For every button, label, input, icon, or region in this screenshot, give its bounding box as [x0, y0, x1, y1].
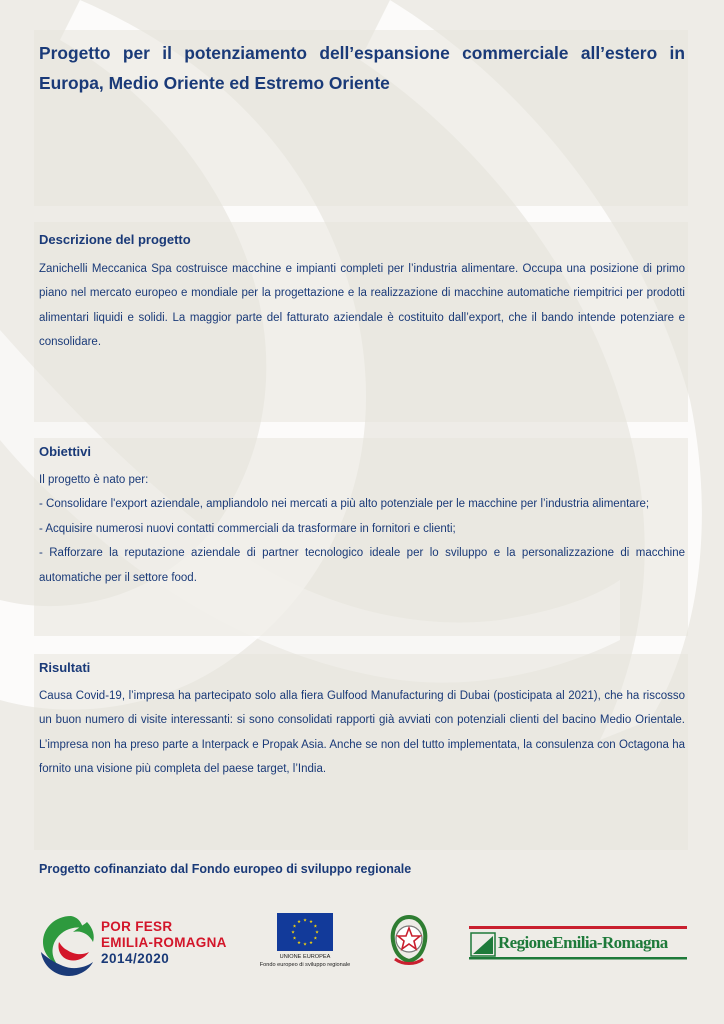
eu-fund-name: Fondo europeo di sviluppo regionale — [259, 962, 351, 968]
italian-republic-emblem — [387, 913, 431, 967]
por-years: 2014/2020 — [101, 951, 170, 966]
eu-star: ★ — [308, 939, 314, 945]
eu-star: ★ — [292, 923, 297, 929]
eu-star: ★ — [290, 929, 296, 935]
eu-star: ★ — [292, 935, 297, 941]
eu-star: ★ — [302, 917, 308, 923]
eu-star: ★ — [314, 929, 320, 935]
eu-logo — [253, 913, 357, 975]
por-fesr-logo — [37, 912, 227, 978]
risultati-heading: Risultati — [39, 660, 91, 675]
eu-flag-icon — [277, 913, 333, 951]
eu-star: ★ — [302, 941, 308, 947]
eu-star: ★ — [296, 939, 302, 945]
list-item: - Acquisire numerosi nuovi contatti commerciali da trasformare in fornitori e clienti; — [39, 522, 456, 535]
risultati-body: Causa Covid-19, l’impresa ha partecipato solo alla fiera Gulfood Manufacturing di Dubai (posticipata al 2021), che ha riscosso un buon numero di visite interessanti: si sono consolidati rapporti già avviati con potenziali clienti del bacino Medio Orientale. L’impresa non ha preso parte a Interpack e Propak Asia. Anche se non del tutto implementata, la consulenza con Octagona ha fornito una visione più completa del paese target, l’India. — [39, 690, 685, 776]
rer-name: RegioneEmilia-Romagna — [498, 933, 668, 952]
obiettivi-intro: Il progetto è nato per: — [39, 474, 149, 486]
obiettivi-heading: Obiettivi — [39, 444, 92, 459]
list-item: - Consolidare l'export aziendale, ampliandolo nei mercati a più alto potenziale per le macchine per l’industria alimentare; — [39, 498, 650, 511]
por-fesr-swirl-icon — [37, 912, 99, 978]
eu-name: UNIONE EUROPEA — [279, 954, 331, 960]
regione-emilia-romagna-logo — [469, 926, 687, 960]
list-item: - Rafforzare la reputazione aziendale di partner tecnologico ideale per lo sviluppo e la personalizzazione di macchine automatiche per il settore food. — [39, 547, 685, 584]
page-title: Progetto per il potenziamento dell’espansione commerciale all’estero in Europa, Medio Oriente ed Estremo Oriente — [39, 43, 685, 93]
eu-star: ★ — [313, 935, 318, 941]
descrizione-heading: Descrizione del progetto — [39, 232, 191, 247]
eu-star: ★ — [296, 919, 302, 925]
italy-emblem-icon — [387, 913, 431, 967]
eu-star: ★ — [313, 923, 318, 929]
obiettivi-list — [39, 468, 685, 590]
por-line2: EMILIA-ROMAGNA — [101, 935, 227, 950]
eu-star: ★ — [308, 919, 314, 925]
eu-stars-icon — [277, 913, 333, 951]
por-line1: POR FESR — [101, 919, 173, 934]
cofinanziamento-note: Progetto cofinanziato dal Fondo europeo di sviluppo regionale — [39, 862, 412, 876]
descrizione-body: Zanichelli Meccanica Spa costruisce macchine e impianti completi per l’industria alimentare. Occupa una posizione di primo piano nel mercato europeo e mondiale per la progettazione e la realizzazione di macchine automatiche riempitrici per prodotti alimentari liquidi e solidi. La maggior parte del fatturato aziendale è costituito dall’export, che il bando intende potenziare e consolidare. — [39, 263, 685, 349]
